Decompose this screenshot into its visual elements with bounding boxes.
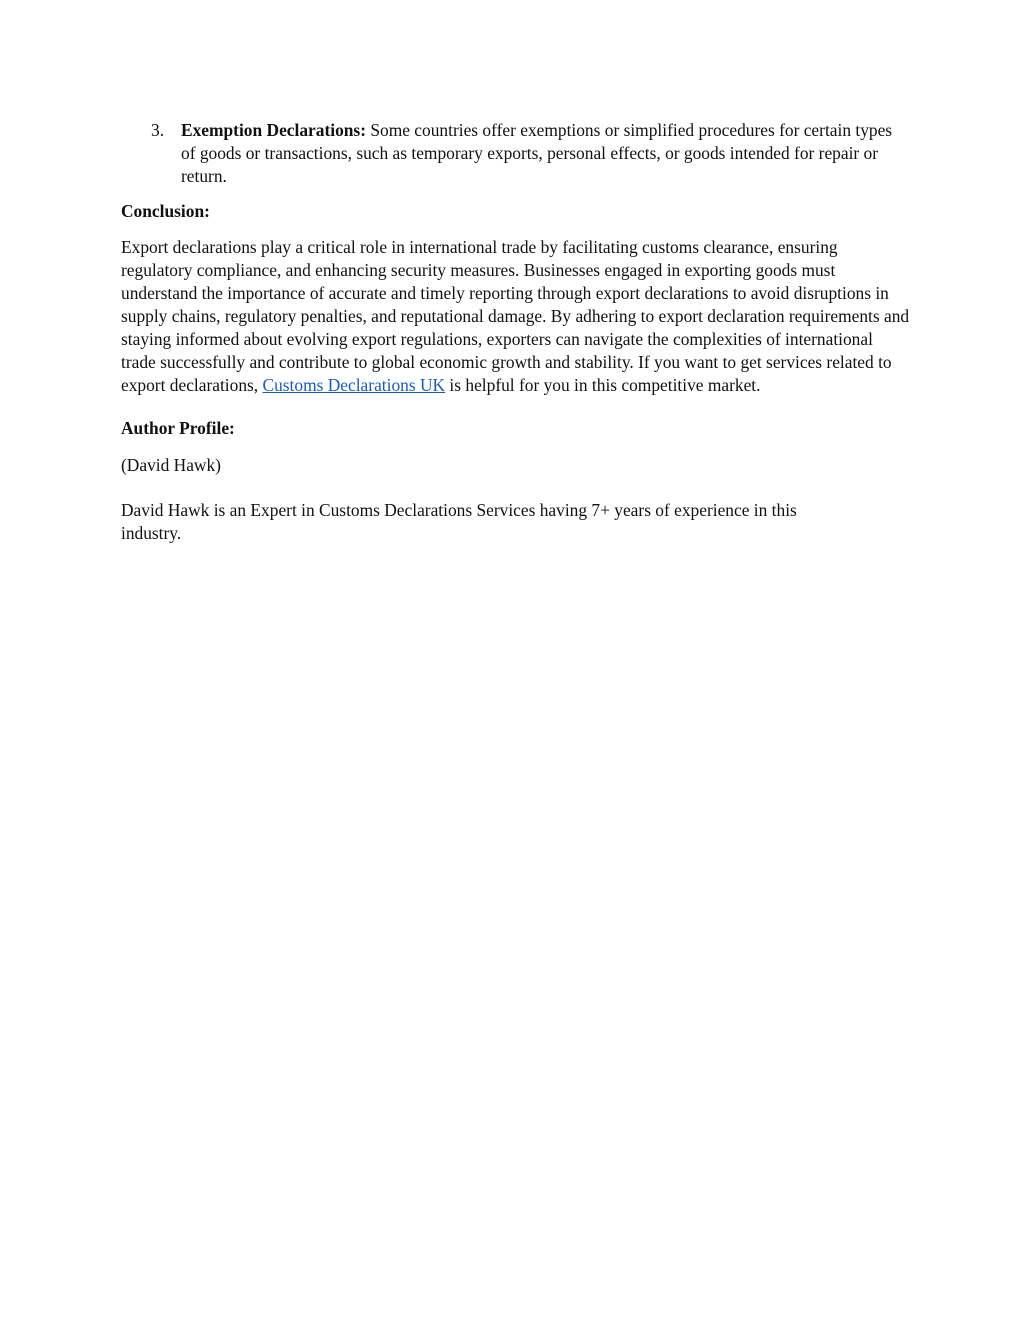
author-profile-heading: Author Profile: xyxy=(121,418,235,438)
conclusion-text-end: is helpful for you in this competitive market. xyxy=(445,375,761,395)
conclusion-paragraph xyxy=(121,236,911,397)
list-item-exemption-declarations xyxy=(121,119,911,188)
conclusion-heading: Conclusion: xyxy=(121,201,210,221)
list-number: 3. xyxy=(151,120,165,140)
list-item-description: Some countries offer exemptions or simplified procedures for certain types of goods or transactions, such as temporary exports, personal effects, or goods intended for repair or return. xyxy=(181,120,893,186)
customs-declarations-uk-link[interactable]: Customs Declarations UK xyxy=(262,375,446,395)
list-item-text xyxy=(181,119,901,188)
document-content xyxy=(121,119,911,545)
author-name: (David Hawk) xyxy=(121,455,221,475)
author-bio: David Hawk is an Expert in Customs Declarations Services having 7+ years of experience in this industry. xyxy=(121,500,797,543)
list-item-term: Exemption Declarations: xyxy=(181,120,366,140)
conclusion-text: Export declarations play a critical role in international trade by facilitating customs clearance, ensuring regulatory compliance, and enhancing security measures. Businesses engaged in exporting goods must understand the importance of accurate and timely reporting through export declarations to avoid disruptions in supply chains, regulatory penalties, and reputational damage. By adhering to export declaration requirements and staying informed about evolving export regulations, exporters can navigate the complexities of international trade successfully and contribute to global economic growth and stability. If you want to get services related to export declarations, xyxy=(121,237,910,395)
